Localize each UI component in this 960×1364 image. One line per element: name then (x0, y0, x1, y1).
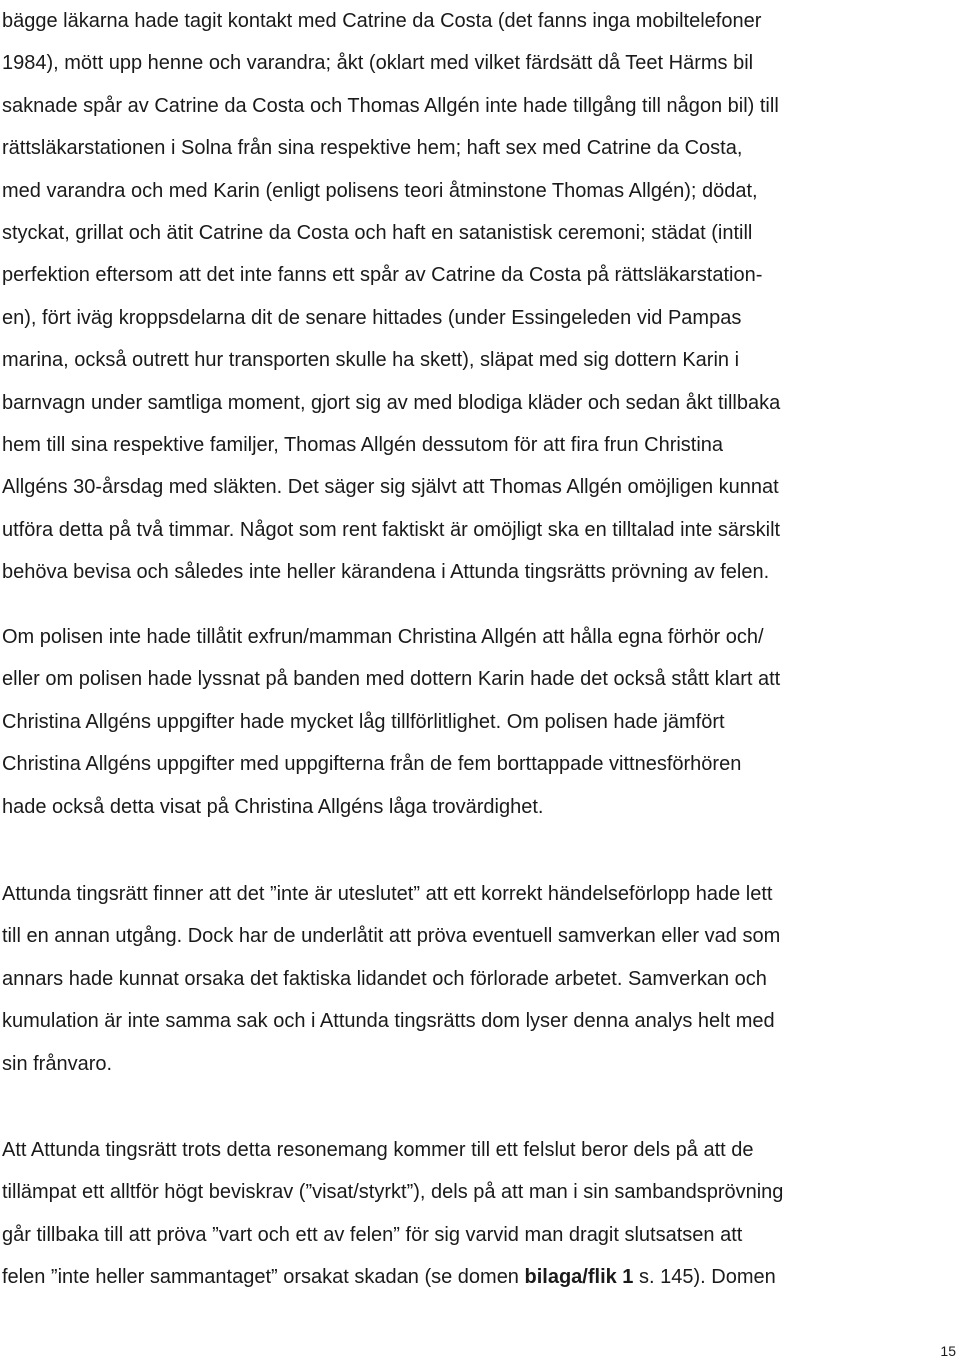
paragraph-2 (2, 616, 780, 828)
text-line: perfektion eftersom att det inte fanns ett spår av Catrine da Costa på rättsläkarstation- (2, 264, 763, 287)
bold-reference: bilaga/flik 1 (524, 1266, 634, 1289)
text-line-with-reference (2, 1256, 783, 1298)
text-line: saknade spår av Catrine da Costa och Thomas Allgén inte hade tillgång till någon bil) till (2, 94, 779, 117)
text-line: till en annan utgång. Dock har de underlåtit att pröva eventuell samverkan eller vad som (2, 925, 781, 948)
text-line: rättsläkarstationen i Solna från sina respektive hem; haft sex med Catrine da Costa, (2, 137, 743, 160)
text-line: en), fört iväg kroppsdelarna dit de senare hittades (under Essingeleden vid Pampas (2, 306, 742, 329)
text-line: styckat, grillat och ätit Catrine da Costa och haft en satanistisk ceremoni; städat (intill (2, 221, 753, 244)
text-line: Christina Allgéns uppgifter hade mycket låg tillförlitlighet. Om polisen hade jämfört (2, 710, 725, 733)
text-line: barnvagn under samtliga moment, gjort sig av med blodiga kläder och sedan åkt tillbaka (2, 391, 781, 414)
text-line: Att Attunda tingsrätt trots detta resonemang kommer till ett felslut beror dels på att de (2, 1139, 754, 1161)
text-line: utföra detta på två timmar. Något som rent faktiskt är omöjligt ska en tilltalad inte särskilt (2, 518, 781, 541)
text-line: marina, också outrett hur transporten skulle ha skett), släpat med sig dottern Karin i (2, 349, 740, 372)
text-segment: felen ”inte heller sammantaget” orsakat skadan (se domen (2, 1266, 525, 1289)
text-line: Om polisen inte hade tillåtit exfrun/mamman Christina Allgén att hålla egna förhör och/ (2, 626, 764, 648)
text-line: hade också detta visat på Christina Allgéns låga trovärdighet. (2, 795, 544, 818)
text-line: eller om polisen hade lyssnat på banden med dottern Karin hade det också stått klart att (2, 668, 781, 691)
text-line: tillämpat ett alltför högt beviskrav (”visat/styrkt”), dels på att man i sin sambandsprövning (2, 1181, 784, 1204)
text-line: med varandra och med Karin (enligt polisens teori åtminstone Thomas Allgén); dödat, (2, 179, 758, 202)
text-line: kumulation är inte samma sak och i Attunda tingsrätts dom lyser denna analys helt med (2, 1010, 775, 1033)
text-line: annars hade kunnat orsaka det faktiska lidandet och förlorade arbetet. Samverkan och (2, 967, 767, 990)
text-line: sin frånvaro. (2, 1052, 113, 1075)
text-line: bägge läkarna hade tagit kontakt med Catrine da Costa (det fanns inga mobiltelefoner (2, 10, 762, 32)
text-line: 1984), mött upp henne och varandra; åkt (oklart med vilket färdsätt då Teet Härms bil (2, 52, 754, 75)
paragraph-3 (2, 873, 780, 1085)
paragraph-4 (2, 1129, 783, 1299)
text-line: hem till sina respektive familjer, Thomas Allgén dessutom för att fira frun Christina (2, 433, 724, 456)
text-line: Allgéns 30-årsdag med släkten. Det säger sig självt att Thomas Allgén omöjligen kunnat (2, 476, 779, 499)
paragraph-1 (2, 0, 780, 593)
text-line: behöva bevisa och således inte heller kärandena i Attunda tingsrätts prövning av felen. (2, 561, 770, 584)
text-line: går tillbaka till att pröva ”vart och ett av felen” för sig varvid man dragit slutsatsen att (2, 1223, 743, 1246)
text-line: Christina Allgéns uppgifter med uppgifterna från de fem borttappade vittnesförhören (2, 753, 742, 776)
text-segment: s. 145). Domen (633, 1266, 776, 1289)
text-line: Attunda tingsrätt finner att det ”inte är uteslutet” att ett korrekt händelseförlopp hade lett (2, 883, 773, 905)
page-number: 15 (940, 1343, 956, 1359)
